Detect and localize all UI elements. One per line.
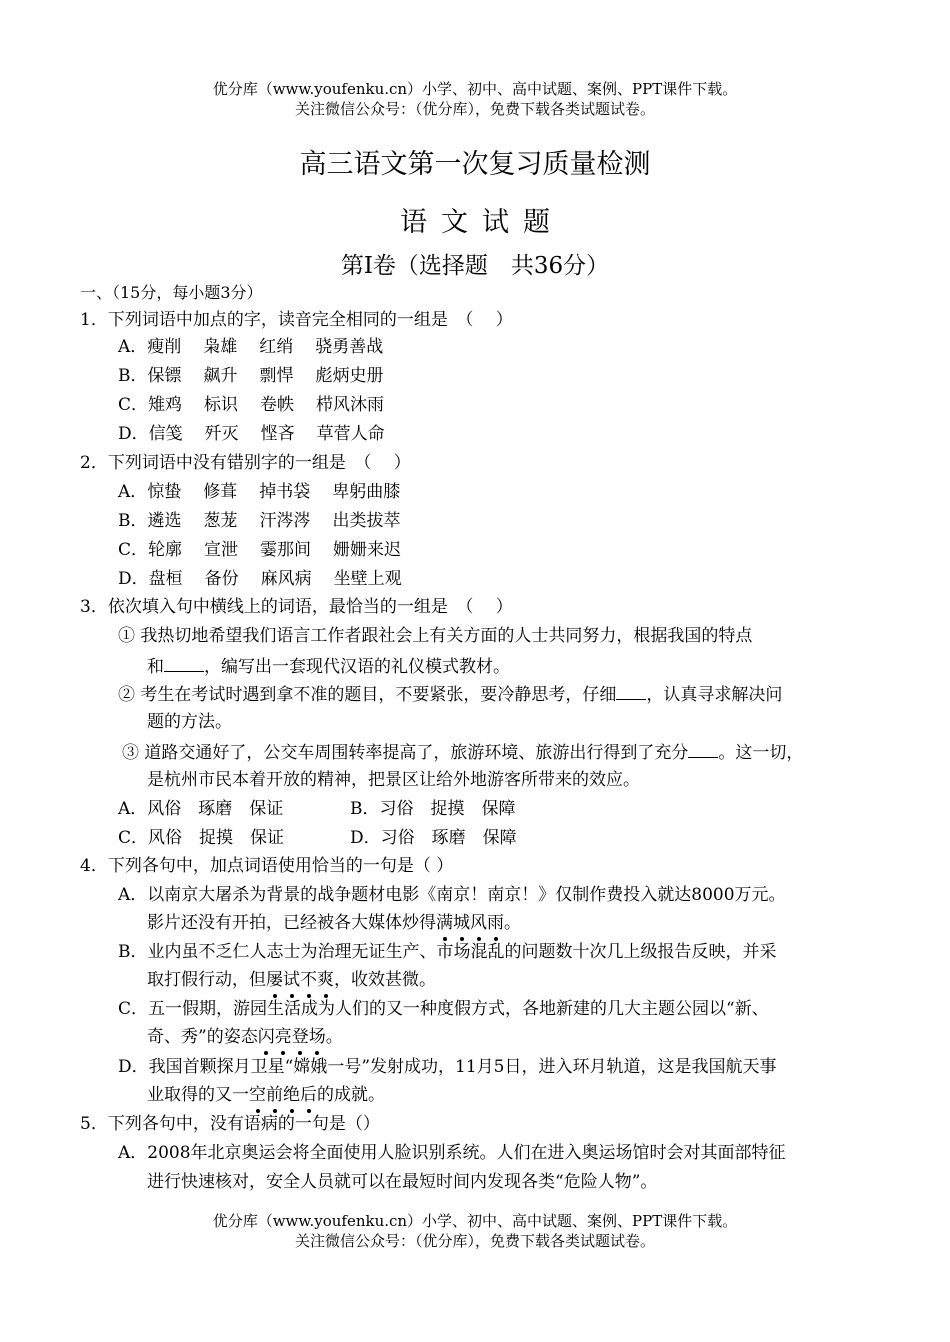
q1-stem: 1．下列词语中加点的字，读音完全相同的一组是 （ ） <box>80 310 513 330</box>
emphasis-char: 雨 <box>487 913 504 933</box>
dotted-phrase <box>258 1027 326 1047</box>
text: ③ 道路交通好了，公交车周围转率提高了，旅游环境、旅游出行得到了充分 <box>122 743 689 763</box>
q2-option-c <box>118 539 423 561</box>
word: 坐壁上观 <box>333 569 402 589</box>
word: 出类拔萃 <box>332 511 401 531</box>
exam-title: 高三语文第一次复习质量检测 <box>299 149 651 180</box>
text: ，认真寻求解决问 <box>646 685 783 705</box>
footer-line-1: 优分库（www.youfenku.cn）小学、初中、高中试题、案例、PPT课件下载。 <box>212 1212 738 1230</box>
word: 汗涔涔 <box>259 511 311 531</box>
q4-option-c-line2 <box>147 1026 343 1048</box>
dotted-phrase <box>266 970 334 990</box>
emphasis-char: 场 <box>308 1027 326 1047</box>
fill-blank-1 <box>164 654 204 672</box>
q3-sentence-2b: 题的方法。 <box>147 712 232 732</box>
emphasis-char: 闪 <box>257 1027 275 1047</box>
q3-sentence-1a: ① 我热切地希望我们语言工作者跟社会上有关方面的人士共同努力，根据我国的特点 <box>118 626 753 646</box>
header-line-1: 优分库（www.youfenku.cn）小学、初中、高中试题、案例、PPT课件下载。 <box>212 80 738 98</box>
text: 影片还没有开拍，已经被各大媒体炒得 <box>147 913 436 933</box>
q5-option-a-line2: 进行快速核对，安全人员就可以在最短时间内发现各类“危险人物”。 <box>147 1172 658 1192</box>
q5-stem: 5．下列各句中，没有语病的一句是（） <box>80 1114 380 1134</box>
q4-option-d-line2 <box>147 1084 385 1106</box>
text: 。 <box>504 913 521 933</box>
word: 备份 <box>204 569 239 589</box>
q4-option-a-line1: A．以南京大屠杀为背景的战争题材电影《南京！南京！》仅制作费投入就达8000万元。 <box>118 885 786 905</box>
word: 红绡 <box>259 337 294 357</box>
word: 枭雄 <box>203 337 238 357</box>
emphasis-char: 前 <box>266 1085 283 1105</box>
q4-option-b-line1: B．业内虽不乏仁人志士为治理无证生产、市场混乱的问题数十次几上级报告反映，并采 <box>118 942 777 962</box>
q1-option-b <box>118 365 406 387</box>
emphasis-char: 不 <box>300 970 317 990</box>
q4-option-a-line2 <box>147 912 521 934</box>
option-label: D． <box>118 569 149 589</box>
q2-option-b <box>118 510 423 532</box>
text: 和 <box>147 657 164 677</box>
word: 轮廓 <box>148 540 183 560</box>
word: 霎那间 <box>260 540 312 560</box>
q3-sentence-3b: 是杭州市民本着开放的精神，把景区让给外地游客所带来的效应。 <box>147 770 640 790</box>
emphasis-char: 绝 <box>283 1085 300 1105</box>
q3-sentence-3a <box>122 740 803 764</box>
word: 麻风病 <box>260 569 312 589</box>
dotted-phrase <box>436 913 504 933</box>
dotted-phrase <box>249 1085 317 1105</box>
q3-sentence-2a <box>118 682 782 706</box>
fill-blank-3 <box>688 740 718 758</box>
word: 掉书袋 <box>259 482 311 502</box>
option-label: C． <box>118 540 149 560</box>
q5-option-a-line1: A．2008年北京奥运会将全面使用人脸识别系统。人们在进入奥运场馆时会对其面部特征 <box>118 1143 786 1163</box>
word: 彪炳史册 <box>315 366 384 386</box>
q2-option-d <box>118 568 424 590</box>
word: 信笺 <box>148 424 183 444</box>
option-label: C． <box>118 395 149 415</box>
emphasis-char: 空 <box>249 1085 266 1105</box>
emphasis-char: 登 <box>291 1027 309 1047</box>
emphasis-char: 亮 <box>274 1027 292 1047</box>
word: 惊蛰 <box>147 482 182 502</box>
option-label: A． <box>118 482 148 502</box>
emphasis-char: 满 <box>436 913 453 933</box>
word: 修葺 <box>203 482 238 502</box>
q4-option-d-line1: D．我国首颗探月卫星“嫦娥一号”发射成功，11月5日，进入环月轨道，这是我国航天事 <box>118 1057 777 1077</box>
q4-option-c-line1: C．五一假期，游园生活成为人们的又一种度假方式，各地新建的几大主题公园以“新、 <box>118 999 769 1019</box>
q3-option-b: B．习俗 捉摸 保障 <box>350 799 516 819</box>
q4-option-b-line2 <box>147 969 436 991</box>
q1-option-d <box>118 423 407 445</box>
text: 。这一切， <box>718 743 804 763</box>
q3-stem: 3．依次填入句中横线上的词语，最恰当的一组是 （ ） <box>80 597 513 617</box>
emphasis-char: 后 <box>300 1085 317 1105</box>
header-line-2: 关注微信公众号：（优分库），免费下载各类试题试卷。 <box>294 100 655 118</box>
emphasis-char: 屡 <box>266 970 283 990</box>
option-label: A． <box>118 337 148 357</box>
q4-stem: 4．下列各句中，加点词语使用恰当的一句是（ ） <box>80 856 454 876</box>
q1-option-a <box>118 336 405 358</box>
q3-option-d: D．习俗 琢磨 保障 <box>350 828 517 848</box>
option-label: B． <box>118 511 148 531</box>
word: 卷帙 <box>260 395 295 415</box>
q1-option-c <box>118 394 406 416</box>
word: 栉风沐雨 <box>316 395 385 415</box>
word: 草菅人命 <box>316 424 385 444</box>
text: ② 考生在考试时遇到拿不准的题目，不要紧张，要冷静思考，仔细 <box>118 685 617 705</box>
q3-option-c: C．风俗 捉摸 保证 <box>118 828 285 848</box>
word: 悭吝 <box>260 424 295 444</box>
word: 标识 <box>204 395 239 415</box>
emphasis-char: 城 <box>453 913 470 933</box>
exam-subtitle: 语文试题 <box>400 207 564 238</box>
q2-stem: 2．下列词语中没有错别字的一组是 （ ） <box>80 453 411 473</box>
text: 。 <box>325 1027 343 1047</box>
text: ，收效甚微。 <box>334 970 436 990</box>
part-heading: 一、（15分，每小题3分） <box>80 283 263 302</box>
text: 取打假行动，但 <box>147 970 266 990</box>
text: 奇、秀”的姿态 <box>147 1027 258 1047</box>
footer-line-2: 关注微信公众号：（优分库），免费下载各类试题试卷。 <box>294 1232 655 1250</box>
word: 遴选 <box>147 511 182 531</box>
word: 葱茏 <box>203 511 238 531</box>
option-label: D． <box>118 424 149 444</box>
word: 卑躬曲膝 <box>332 482 401 502</box>
emphasis-char: 风 <box>470 913 487 933</box>
word: 雉鸡 <box>148 395 183 415</box>
word: 飙升 <box>203 366 238 386</box>
text: 的成就。 <box>317 1085 385 1105</box>
word: 姗姗来迟 <box>333 540 402 560</box>
word: 宣泄 <box>204 540 239 560</box>
q3-sentence-1b <box>147 654 510 678</box>
fill-blank-2 <box>616 682 646 700</box>
word: 盘桓 <box>148 569 183 589</box>
text: 业取得的又一 <box>147 1085 249 1105</box>
option-label: B． <box>118 366 148 386</box>
emphasis-char: 爽 <box>317 970 334 990</box>
q2-option-a <box>118 481 422 503</box>
q3-option-a: A．风俗 琢磨 保证 <box>118 799 284 819</box>
emphasis-char: 试 <box>283 970 300 990</box>
word: 保镖 <box>147 366 182 386</box>
text: ，编写出一套现代汉语的礼仪模式教材。 <box>204 657 510 677</box>
word: 骁勇善战 <box>315 337 384 357</box>
word: 剽悍 <box>259 366 294 386</box>
word: 瘦削 <box>147 337 182 357</box>
section-title: 第Ⅰ卷（选择题 共36分） <box>340 253 610 279</box>
word: 歼灭 <box>204 424 239 444</box>
